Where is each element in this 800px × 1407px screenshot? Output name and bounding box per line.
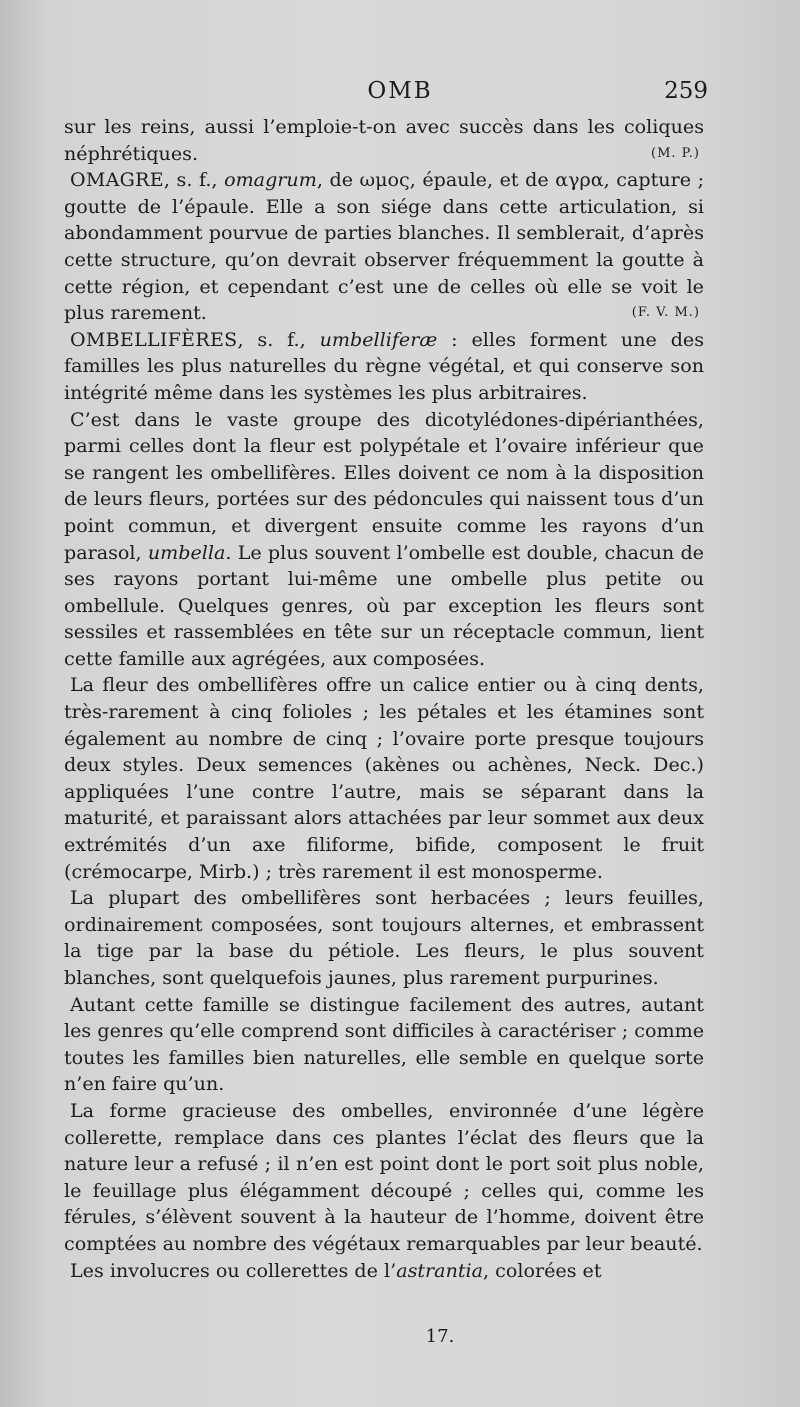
paragraph [64, 407, 704, 673]
paragraph-text: La forme gracieuse des ombelles, environnée d’une légère collerette, remplace dans ces plantes l’éclat des fleurs que la nature leur a refusé ; il n’en est point dont le port soit plus noble, le feuillage plus élégamment découpé ; celles qui, comme les férules, s’élèvent souvent à la hauteur de l’homme, doivent être comptées au nombre des végétaux remarquables par leur beauté. [64, 1098, 704, 1255]
paragraph-text: C’est dans le vaste groupe des dicotylédones-dipérianthées, parmi celles dont la fleur est polypétale et l’ovaire inférieur que se rangent les ombellifères. Elles doivent ce nom à la disposition de leurs fleurs, portées sur des pédoncules qui naissent tous d’un point commun, et divergent ensuite comme les rayons d’un parasol, [64, 407, 704, 564]
entry-text: : elles forment une des familles les plus naturelles du règne végétal, et qui conserve son intégrité même dans les systèmes les plus arbitraires. [64, 327, 705, 404]
paragraph [64, 992, 704, 1098]
running-title: OMB [367, 78, 433, 104]
author-signature: (M. P.) [651, 145, 700, 161]
paragraph-text: Autant cette famille se distingue facilement des autres, autant les genres qu’elle comprend sont difficiles à caractériser ; comme toutes les familles bien naturelles, elle semble en quelque sorte n’en faire qu’un. [64, 992, 704, 1096]
paragraph [64, 885, 704, 991]
paragraph-text: La plupart des ombellifères sont herbacées ; leurs feuilles, ordinairement composées, sont toujours alternes, et embrassent la tige par la base du pétiole. Les fleurs, le plus souvent blanches, sont quelquefois jaunes, plus rarement purpurines. [64, 886, 704, 989]
page-body [64, 114, 704, 1284]
signature-mark: 17. [425, 1326, 455, 1347]
entry-pos: , s. f., [237, 327, 320, 351]
entry-latin: umbelliferæ [319, 327, 438, 351]
paragraph [64, 1098, 704, 1258]
paragraph-text: La fleur des ombellifères offre un calice entier ou à cinq dents, très-rarement à cinq folioles ; les pétales et les étamines sont également au nombre de cinq ; l’ovaire porte presque toujours deux styles. Deux semences (akènes ou achènes, Neck. Dec.) appliquées l’une contre l’autre, mais se séparant dans la maturité, et paraissant alors attachées par leur sommet aux deux extrémités d’un axe filiforme, bifide, composent le fruit (crémocarpe, Mirb.) ; très rarement il est monosperme. [64, 673, 704, 883]
entry-headword: OMAGRE [70, 169, 164, 192]
entry-headword: OMBELLIFÈRES [70, 328, 238, 351]
paragraph-continuation [64, 114, 704, 167]
paragraph-text: sur les reins, aussi l’emploie-t-on avec succès dans les coliques néphrétiques. [64, 115, 704, 165]
author-signature: (F. V. M.) [631, 305, 700, 321]
entry-pos: , s. f., [163, 168, 225, 192]
entry-text: , de ωμος, épaule, et de αγρα, capture ; goutte de l’épaule. Elle a son siége dans cette articulation, si abondamment pourvue de parties blanches. Il semblerait, d’après cette structure, qu’on devrait observer fréquemment la goutte à cette région, et cependant c’est une de celles où elle se voit le plus rarement. [64, 168, 704, 325]
paragraph [64, 1258, 704, 1285]
entry-ombelliferes [64, 327, 704, 407]
paragraph-text: , colorées et [483, 1258, 602, 1282]
paragraph-text: Les involucres ou collerettes de l’ [70, 1258, 397, 1282]
running-header [0, 78, 800, 114]
paragraph-text: Le plus souvent l’ombelle est double, chacun de ses rayons portant lui-même une ombelle plus petite ou ombellule. Quelques genres, où par exception les fleurs sont sessiles et rassemblées en tête sur un réceptacle commun, lient cette famille aux agrégées, aux composées. [64, 540, 704, 670]
paragraph-italic: umbella. [147, 540, 232, 564]
page-number: 259 [664, 78, 708, 104]
paragraph [64, 672, 704, 885]
entry-omagre [64, 167, 704, 327]
entry-latin: omagrum [224, 168, 317, 192]
paragraph-italic: astrantia [396, 1258, 484, 1282]
